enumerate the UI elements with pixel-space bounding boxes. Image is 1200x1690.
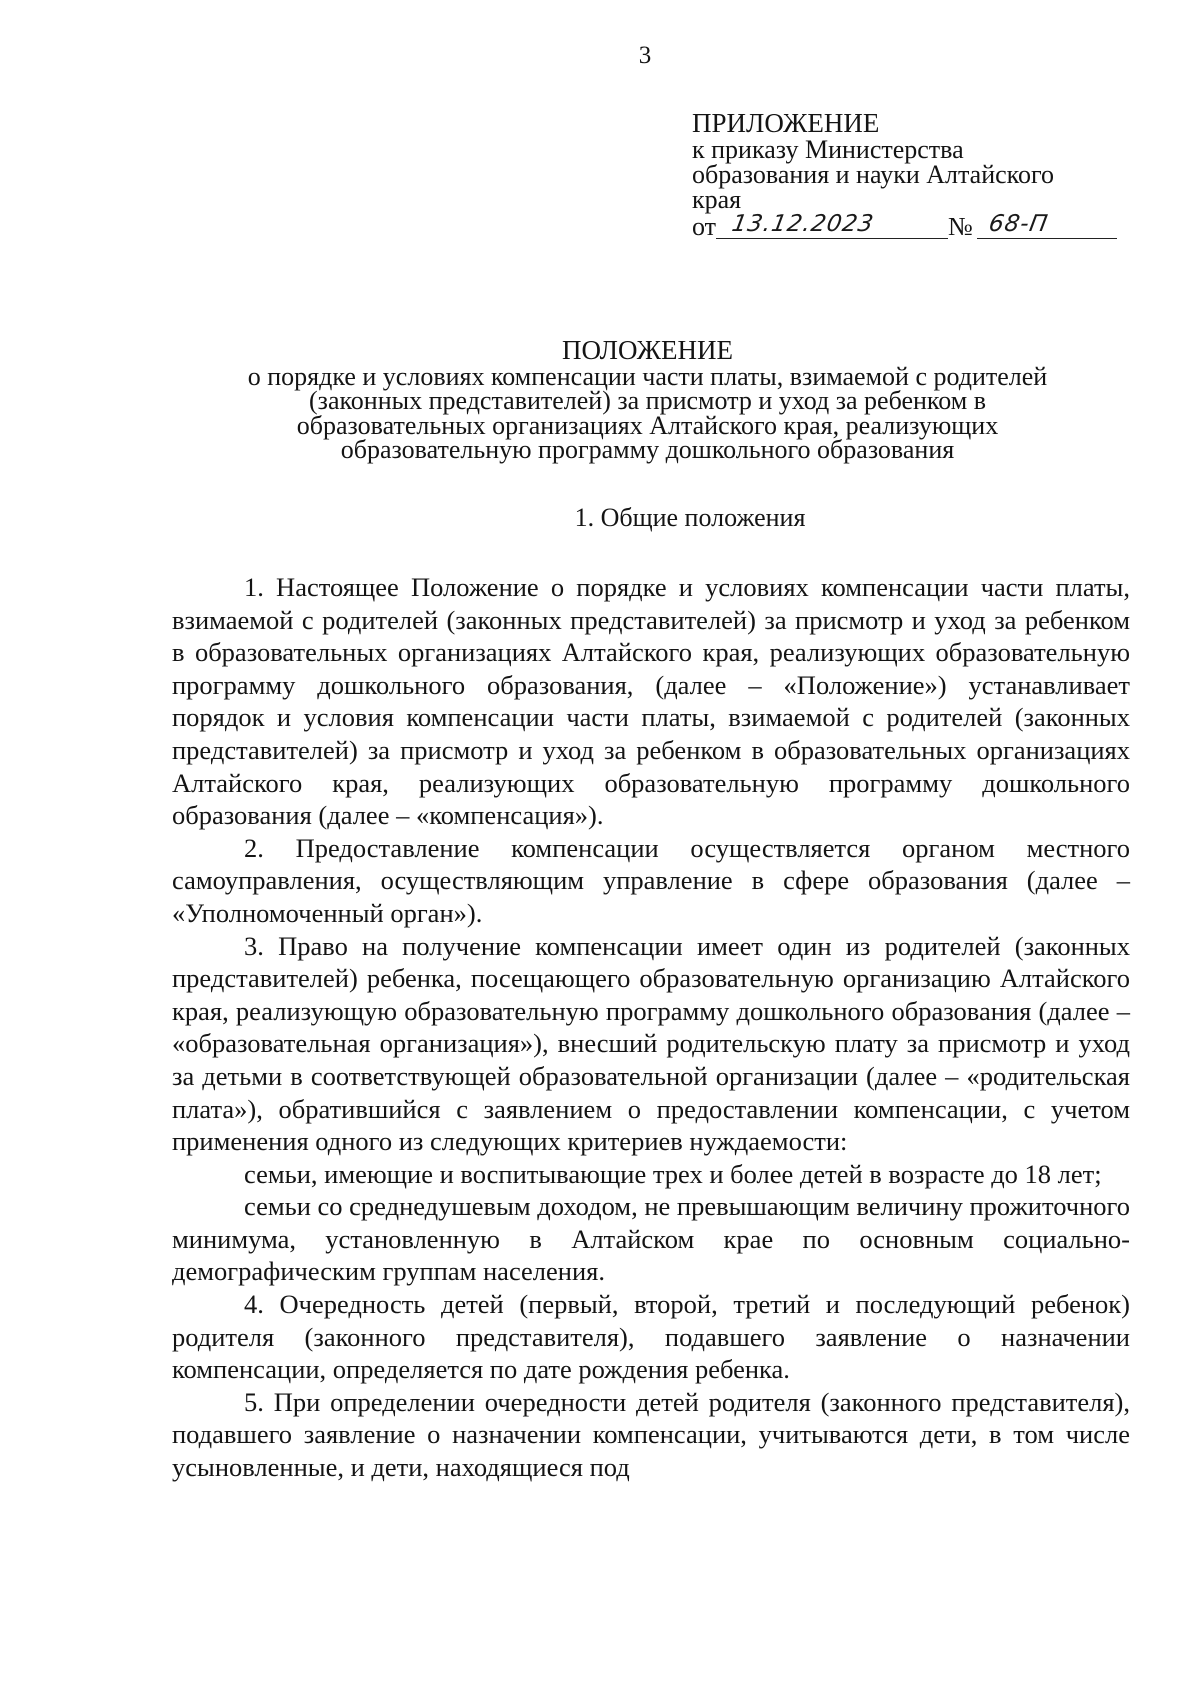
criterion-item: семьи, имеющие и воспитывающие трех и более детей в возрасте до 18 лет; (244, 1158, 1102, 1189)
paragraph: 3. Право на получение компенсации имеет один из родителей (законных представителей) ребенка, посещающего образовательную организацию Алтайского края, реализующую образовательную программу дошкольного образования (далее – «образовательная организация»), внесший родительскую плату за присмотр и уход за детьми в соответствующей образовательной организации (далее – «родительская плата»), обратившийся с заявлением о предоставлении компенсации, с учетом применения одного из следующих критериев нуждаемости: (172, 930, 1130, 1157)
paragraph: 4. Очередность детей (первый, второй, третий и последующий ребенок) родителя (законного представителя), подавшего заявление о назначении компенсации, определяется по дате рождения ребенка. (172, 1289, 1130, 1385)
section-body (172, 571, 1130, 1484)
paragraph: 1. Настоящее Положение о порядке и условиях компенсации части платы, взимаемой с родителей (законных представителей) за присмотр и уход за ребенком в образовательных организациях Алтайского края, реализующих образовательную программу дошкольного образования, (далее – «Положение») устанавливает порядок и условия компенсации части платы, взимаемой с родителей (законных представителей) за присмотр и уход за ребенком в образовательных организациях Алтайского края, реализующих образовательную программу дошкольного образования (далее – «компенсация»). (172, 572, 1130, 831)
document-title-block (180, 335, 1115, 464)
page-number: 3 (638, 42, 652, 69)
order-date-number-row (692, 211, 1152, 241)
subtitle-line: образовательных организациях Алтайского края, реализующих (296, 410, 999, 440)
document-title: ПОЛОЖЕНИЕ (562, 335, 733, 365)
number-field (977, 211, 1117, 239)
subtitle-line: о порядке и условиях компенсации части платы, взимаемой с родителей (247, 361, 1048, 391)
date-prefix: от (692, 212, 717, 241)
number-prefix: № (948, 212, 973, 241)
section-heading: 1. Общие положения (574, 503, 806, 532)
date-field (716, 211, 948, 239)
subtitle-line: образовательную программу дошкольного образования (340, 435, 955, 464)
criterion-item: семьи со среднедушевым доходом, не превышающим величину прожиточного минимума, установленную в Алтайском крае по основным социально-демографическим группам населения. (172, 1191, 1130, 1287)
appendix-line: края (692, 185, 742, 214)
appendix-block (692, 108, 1152, 241)
handwritten-date: 13.12.2023 (729, 211, 877, 237)
paragraph: 2. Предоставление компенсации осуществляется органом местного самоуправления, осуществляющим управление в сфере образования (далее – «Уполномоченный орган»). (172, 832, 1130, 928)
appendix-line: образования и науки Алтайского (692, 160, 1054, 189)
handwritten-number: 68-П (986, 211, 1051, 237)
appendix-heading: ПРИЛОЖЕНИЕ (692, 108, 880, 138)
appendix-line: к приказу Министерства (692, 135, 964, 164)
paragraph: 5. При определении очередности детей родителя (законного представителя), подавшего заявление о назначении компенсации, учитываются дети, в том числе усыновленные, и дети, находящиеся под (172, 1386, 1130, 1483)
subtitle-line: (законных представителей) за присмотр и уход за ребенком в (309, 386, 986, 415)
